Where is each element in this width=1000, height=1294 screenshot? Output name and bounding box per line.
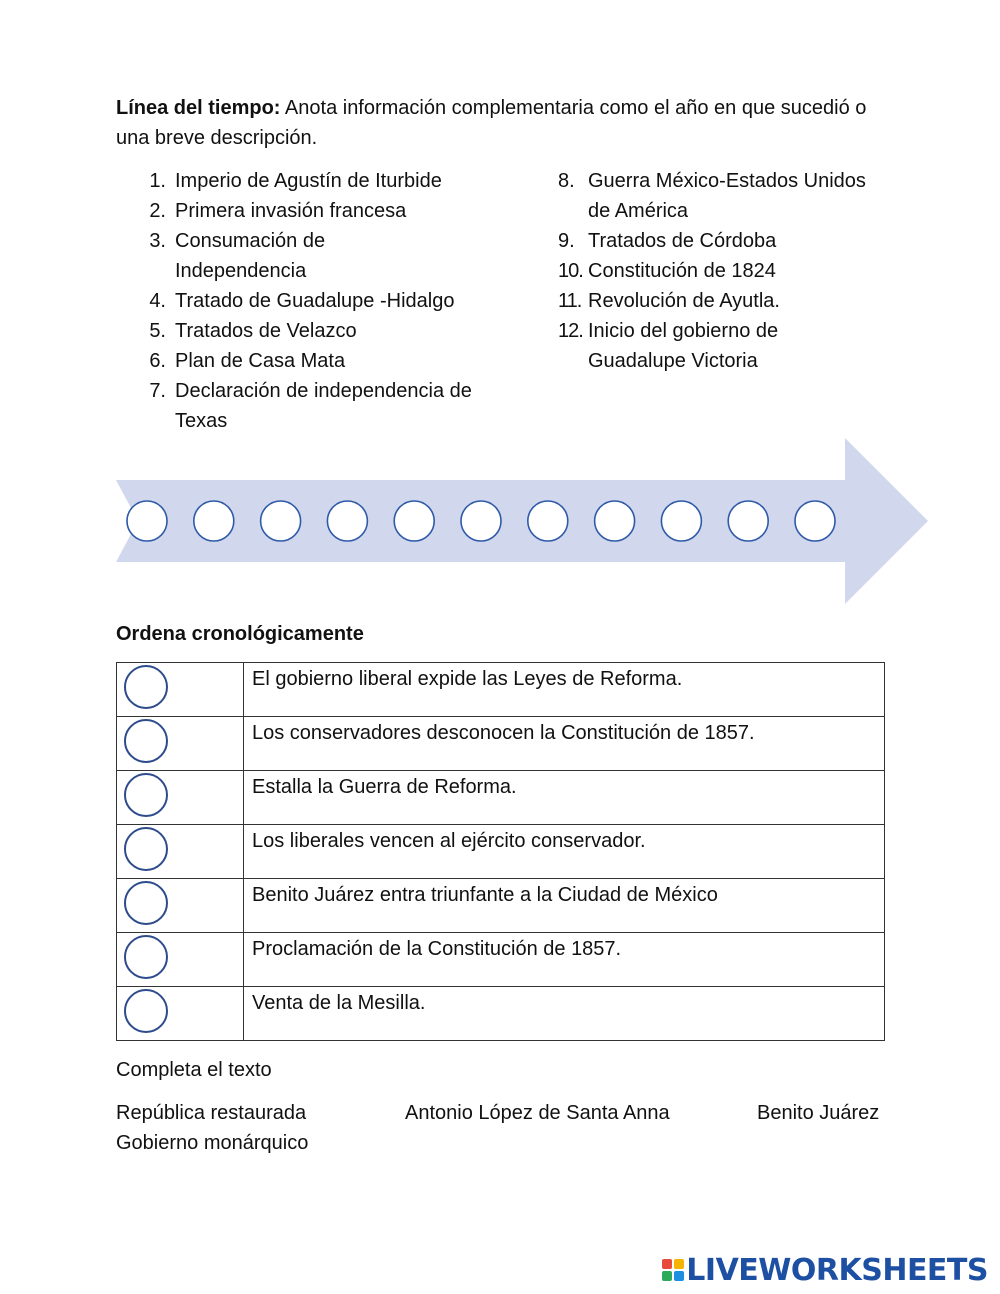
table-row [117,663,885,717]
table-row [117,717,885,771]
table-row [117,825,885,879]
word-bank-item: Gobierno monárquico [116,1132,309,1154]
timeline-slot[interactable] [528,501,568,541]
timeline-slot[interactable] [127,501,167,541]
liveworksheets-logo [662,1252,988,1288]
timeline-slot[interactable] [394,501,434,541]
table-row [117,987,885,1041]
timeline-slot[interactable] [194,501,234,541]
timeline-slot[interactable] [661,501,701,541]
list-item: 9. Tratados de Córdoba [558,230,777,252]
order-event-text: Benito Juárez entra triunfante a la Ciudad de México [244,879,885,933]
timeline-arrow [116,438,928,604]
word-bank-item: Benito Juárez [757,1102,880,1124]
instructions-paragraph [116,93,876,153]
list-item: 12. Inicio del gobierno de Guadalupe Victoria [558,320,779,372]
order-event-text: Los liberales vencen al ejército conservador. [244,825,885,879]
order-table [116,662,885,1041]
order-answer-slot[interactable] [124,989,168,1033]
order-heading: Ordena cronológicamente [116,623,364,645]
timeline-label: Línea del tiempo: [116,97,281,119]
list-item: 7. Declaración de independencia de Texas [149,380,472,432]
table-row [117,933,885,987]
list-item: 11. Revolución de Ayutla. [558,290,780,312]
timeline-slot[interactable] [261,501,301,541]
order-answer-slot[interactable] [124,773,168,817]
word-bank-item: República restaurada [116,1102,307,1124]
timeline-slot[interactable] [795,501,835,541]
complete-text-title: Completa el texto [116,1059,272,1081]
list-item: 2. Primera invasión francesa [149,200,407,222]
order-event-text: Los conservadores desconocen la Constitución de 1857. [244,717,885,771]
order-answer-slot[interactable] [124,881,168,925]
list-item: 4. Tratado de Guadalupe -Hidalgo [149,290,455,312]
order-answer-slot[interactable] [124,827,168,871]
list-item: 8. Guerra México-Estados Unidos de América [558,170,866,222]
order-event-text: El gobierno liberal expide las Leyes de Reforma. [244,663,885,717]
logo-text: LIVEWORKSHEETS [686,1252,988,1288]
logo-grid-icon [662,1259,684,1281]
word-bank-item: Antonio López de Santa Anna [405,1102,670,1124]
timeline-slot[interactable] [327,501,367,541]
instructions-text: Anota información complementaria como el año en que sucedió o una breve descripción. [116,97,867,149]
events-list-right [558,166,898,376]
events-list-left [116,166,486,436]
order-event-text: Venta de la Mesilla. [244,987,885,1041]
order-answer-slot[interactable] [124,665,168,709]
timeline-slot[interactable] [461,501,501,541]
table-row [117,879,885,933]
list-item: 1. Imperio de Agustín de Iturbide [149,170,442,192]
list-item: 6. Plan de Casa Mata [149,350,346,372]
list-item: 10. Constitución de 1824 [558,260,776,282]
order-answer-slot[interactable] [124,935,168,979]
order-answer-slot[interactable] [124,719,168,763]
list-item: 3. Consumación de Independencia [149,230,326,282]
timeline-slot[interactable] [728,501,768,541]
timeline-slot[interactable] [595,501,635,541]
table-row [117,771,885,825]
order-event-text: Proclamación de la Constitución de 1857. [244,933,885,987]
list-item: 5. Tratados de Velazco [149,320,357,342]
order-event-text: Estalla la Guerra de Reforma. [244,771,885,825]
